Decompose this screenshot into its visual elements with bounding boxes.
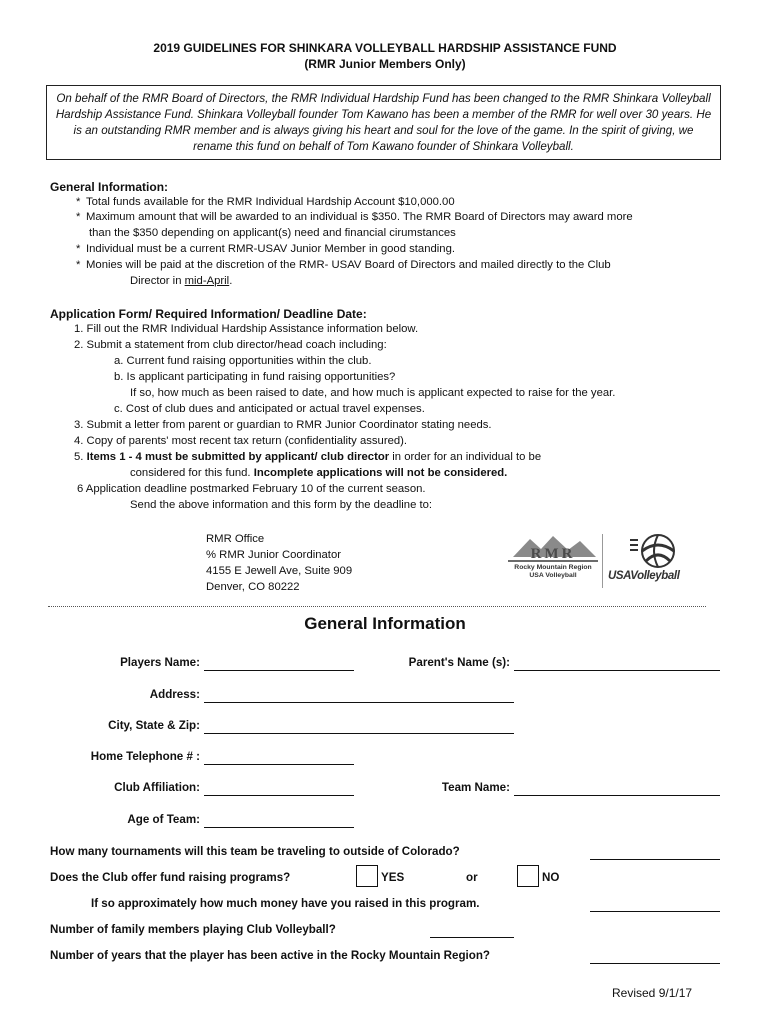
general-info-bullet-3: * Individual must be a current RMR-USAV Junior Member in good standing. [76, 243, 455, 255]
bullet-icon: * [76, 259, 81, 271]
revised-date: Revised 9/1/17 [612, 986, 693, 1000]
tournaments-answer-field[interactable] [590, 845, 720, 860]
tournaments-question: How many tournaments will this team be traveling to outside of Colorado? [50, 845, 460, 858]
age-of-team-field[interactable] [204, 813, 354, 828]
home-telephone-field[interactable] [204, 750, 354, 765]
general-info-heading: General Information: [50, 180, 169, 194]
age-of-team-label: Age of Team: [127, 813, 200, 826]
club-affiliation-label: Club Affiliation: [114, 781, 200, 794]
bullet-icon: * [76, 243, 81, 255]
general-info-bullet-2: * Maximum amount that will be awarded to an individual is $350. The RMR Board of Directors may award more [76, 211, 633, 223]
team-name-field[interactable] [514, 781, 720, 796]
family-members-field[interactable] [430, 923, 514, 938]
parents-name-label: Parent's Name (s): [408, 656, 510, 669]
team-name-label: Team Name: [441, 781, 510, 794]
application-item-5: 5. Items 1 - 4 must be submitted by applicant/ club director in order for an individual to be [74, 451, 542, 463]
money-raised-question: If so approximately how much money have you raised in this program. [91, 897, 480, 910]
application-item-2: 2. Submit a statement from club director/head coach including: [74, 339, 387, 351]
bullet-icon: * [76, 196, 81, 208]
address-field[interactable] [204, 688, 514, 703]
money-raised-field[interactable] [590, 897, 720, 912]
general-info-bullet-4-cont: Director in mid-April. [130, 275, 233, 287]
rmr-logo [508, 533, 598, 583]
address-line-2: % RMR Junior Coordinator [206, 549, 341, 561]
rmr-logo-sub1: Rocky Mountain Region [514, 564, 592, 571]
application-item-6: 6 Application deadline postmarked February 10 of the current season. [77, 483, 426, 495]
no-checkbox[interactable] [517, 865, 539, 887]
intro-text: On behalf of the RMR Board of Directors, the RMR Individual Hardship Fund has been changed to the RMR Shinkara Volleyball Hardship Assistance Fund. Shinkara Volleyball founder Tom Kawano has been a member of the RMR for well over 30 years. He is an outstanding RMR member and is always giving his heart and soul for the love of the game. In the spirit of giving, we rename this fund on behalf of Tom Kawano founder of Shinkara Volleyball. [55, 92, 712, 153]
usa-volleyball-logo [606, 533, 696, 588]
players-name-label: Players Name: [120, 656, 200, 669]
years-active-question: Number of years that the player has been active in the Rocky Mountain Region? [50, 949, 491, 962]
mailing-address [206, 531, 352, 595]
application-item-1: 1. Fill out the RMR Individual Hardship Assistance information below. [74, 323, 419, 335]
application-item-5-cont: considered for this fund. Incomplete applications will not be considered. [130, 467, 508, 479]
city-state-zip-field[interactable] [204, 719, 514, 734]
yes-label: YES [381, 871, 405, 884]
parents-name-field[interactable] [514, 656, 720, 671]
intro-box [46, 85, 721, 160]
address-line-4: Denver, CO 80222 [206, 581, 300, 593]
general-info-bullet-4: * Monies will be paid at the discretion of the RMR- USAV Board of Directors and mailed directly to the Club [76, 259, 611, 271]
no-label: NO [542, 871, 560, 884]
rmr-logo-text: RMR [530, 546, 576, 562]
document-subtitle: (RMR Junior Members Only) [304, 57, 466, 71]
family-members-question: Number of family members playing Club Volleyball? [50, 923, 336, 936]
yes-checkbox[interactable] [356, 865, 378, 887]
logo-divider [602, 534, 603, 588]
usa-volleyball-logo-text: USAVolleyball [608, 570, 680, 582]
section-divider [48, 606, 706, 607]
or-label: or [466, 871, 478, 884]
application-item-4: 4. Copy of parents' most recent tax return (confidentiality assured). [74, 435, 408, 447]
rmr-logo-sub2: USA Volleyball [529, 572, 577, 579]
form-title: General Information [304, 614, 466, 633]
club-affiliation-field[interactable] [204, 781, 354, 796]
address-line-1: RMR Office [206, 533, 265, 545]
home-telephone-label: Home Telephone # : [90, 750, 200, 763]
application-heading: Application Form/ Required Information/ Deadline Date: [50, 307, 367, 321]
application-item-6-cont: Send the above information and this form by the deadline to: [130, 499, 433, 511]
players-name-field[interactable] [204, 656, 354, 671]
document-title: 2019 GUIDELINES FOR SHINKARA VOLLEYBALL HARDSHIP ASSISTANCE FUND [153, 41, 617, 55]
application-item-3: 3. Submit a letter from parent or guardian to RMR Junior Coordinator stating needs. [74, 419, 492, 431]
address-label: Address: [149, 688, 200, 701]
volleyball-icon [628, 533, 688, 573]
application-item-2a: a. Current fund raising opportunities within the club. [114, 355, 372, 367]
general-info-bullet-1: * Total funds available for the RMR Individual Hardship Account $10,000.00 [76, 196, 455, 208]
application-item-2c: c. Cost of club dues and anticipated or actual travel expenses. [114, 403, 425, 415]
mid-april-text: mid-April [184, 275, 230, 287]
fundraising-question: Does the Club offer fund raising programs? [50, 871, 291, 884]
city-state-zip-label: City, State & Zip: [108, 719, 200, 732]
years-active-field[interactable] [590, 949, 720, 964]
bullet-icon: * [76, 211, 81, 223]
application-item-2b: b. Is applicant participating in fund raising opportunities? [114, 371, 396, 383]
application-item-2b-cont: If so, how much as been raised to date, and how much is applicant expected to raise for the year. [130, 387, 616, 399]
general-info-bullet-2-cont: than the $350 depending on applicant(s) need and financial cirumstances [89, 227, 456, 239]
address-line-3: 4155 E Jewell Ave, Suite 909 [206, 565, 353, 577]
